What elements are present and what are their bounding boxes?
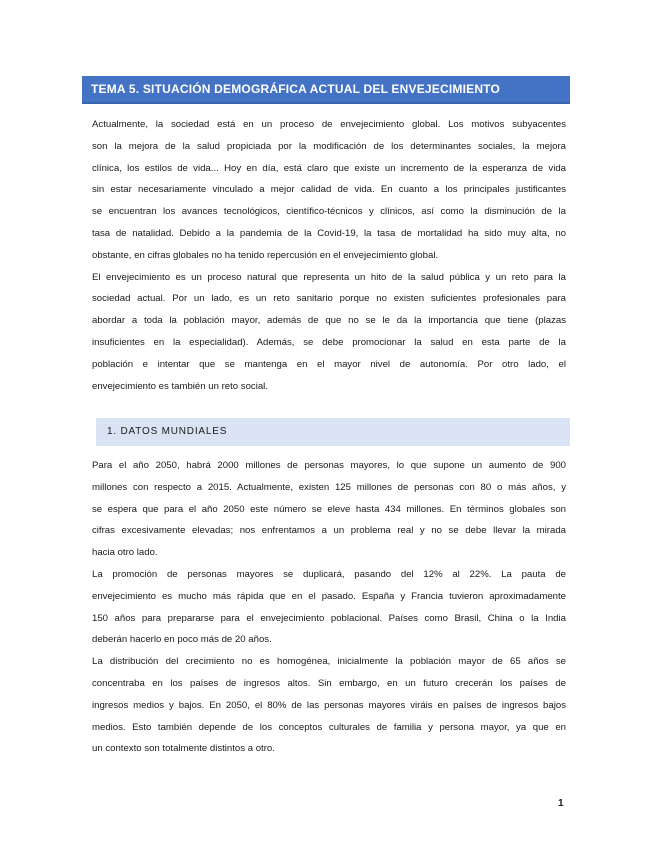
chapter-title: TEMA 5. SITUACIÓN DEMOGRÁFICA ACTUAL DEL ENVEJECIMIENTO — [91, 82, 501, 96]
chapter-title-banner — [82, 76, 570, 104]
text-line: población e intentar que se mantenga en el mayor nivel de autonomía. Por otro lado, el — [92, 358, 566, 370]
section-text — [92, 455, 566, 760]
text-line: se espera que para el año 2050 este número se eleve hasta 434 millones. En términos globales son — [92, 503, 566, 515]
text-line: Para el año 2050, habrá 2000 millones de personas mayores, lo que supone un aumento de 900 — [92, 460, 566, 471]
text-line: La distribución del crecimiento no es homogénea, inicialmente la población mayor de 65 años se — [92, 656, 566, 668]
text-line: se encuentran los avances tecnológicos, científico-técnicos y clínicos, así como la disminución de la — [92, 206, 566, 218]
text-line: sin estar necesariamente vinculado a mejor calidad de vida. En cuanto a los principales justificantes — [92, 184, 566, 196]
paragraph — [92, 267, 566, 398]
text-line: son la mejora de la salud propiciada por la modificación de los determinantes sociales, la mejora — [92, 140, 566, 152]
section-heading: 1. DATOS MUNDIALES — [107, 426, 228, 437]
text-line: sociedad actual. Por un lado, es un reto sanitario porque no existen suficientes profesionales para — [92, 293, 566, 305]
text-line: 150 años para prepararse para el envejecimiento poblacional. Países como Brasil, China o la India — [92, 612, 566, 624]
intro-text — [92, 114, 566, 397]
text-line: clínica, los estilos de vida... Hoy en día, está claro que existe un incremento de la esperanza de vida — [92, 162, 566, 174]
text-line: La promoción de personas mayores se duplicará, pasando del 12% al 22%. La pauta de — [92, 568, 566, 580]
text-line: obstante, en cifras globales no ha tenido repercusión en el envejecimiento global. — [92, 249, 439, 261]
text-line: envejecimiento es mucho más rápida que en el pasado. España y Francia tuvieron aproximadamente — [92, 590, 566, 602]
text-line: un contexto son totalmente distintos a otro. — [92, 743, 275, 755]
paragraph — [92, 564, 566, 651]
text-line: El envejecimiento es un proceso natural que representa un hito de la salud pública y un reto para la — [92, 271, 566, 283]
text-line: cifras excesivamente elevadas; nos enfrentamos a un problema real y no se debe llevar la mirada — [92, 525, 566, 537]
text-line: Actualmente, la sociedad está en un proceso de envejecimiento global. Los motivos subyacentes — [92, 119, 566, 130]
section-heading-box — [96, 418, 570, 446]
paragraph — [92, 114, 566, 267]
text-line: tasa de natalidad. Debido a la pandemia de la Covid-19, la tasa de mortalidad ha sido muy alta, no — [92, 227, 566, 239]
text-line: deberán hacerlo en poco más de 20 años. — [92, 634, 272, 646]
text-line: hacia otro lado. — [92, 547, 158, 559]
text-line: ingresos medios y bajos. En 2050, el 80% de las personas mayores viráis en países de ingresos bajos — [92, 699, 566, 711]
text-line: abordar a toda la población mayor, además de que no se le da la importancia que tiene (plazas — [92, 315, 566, 327]
text-line: insuficientes en la especialidad). Además, se debe promocionar la salud en esta parte de la — [92, 336, 566, 348]
text-line: concentraba en los países de ingresos altos. Sin embargo, en un futuro crecerán los países de — [92, 677, 566, 689]
paragraph — [92, 455, 566, 564]
page-number: 1 — [558, 798, 564, 809]
paragraph — [92, 651, 566, 760]
text-line: millones con respecto a 2015. Actualmente, existen 125 millones de personas con 80 o más años, y — [92, 481, 566, 493]
text-line: envejecimiento es también un reto social. — [92, 380, 268, 392]
text-line: medios. Esto también depende de los conceptos culturales de familia y persona mayor, ya que en — [92, 721, 566, 733]
